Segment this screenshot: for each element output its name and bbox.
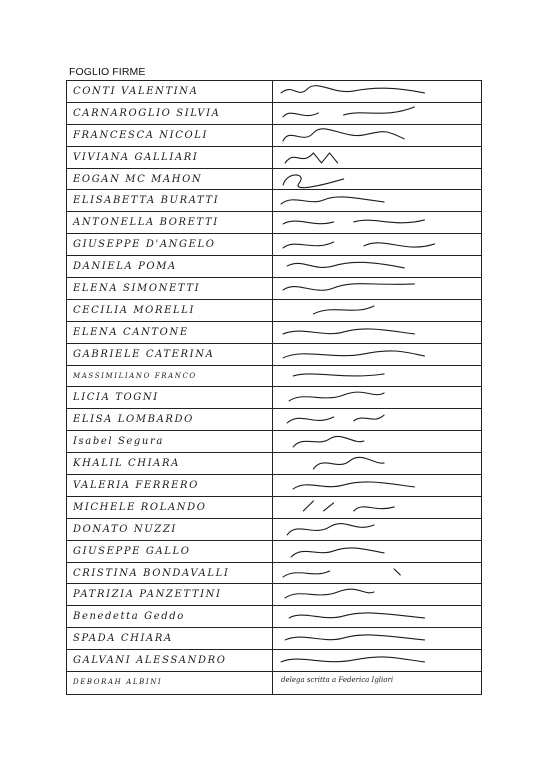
handwritten-signature xyxy=(273,366,481,387)
table-row xyxy=(67,672,481,694)
table-row xyxy=(67,409,481,431)
signature-note: delega scritta a Federica Igliori xyxy=(281,676,394,685)
signer-name: CARNAROGLIO SILVIA xyxy=(67,103,273,124)
signature-cell xyxy=(273,212,481,233)
signature-cell xyxy=(273,300,481,321)
handwritten-signature xyxy=(273,453,481,474)
table-row xyxy=(67,344,481,366)
signer-name: DEBORAH ALBINI xyxy=(67,672,273,694)
signature-cell xyxy=(273,628,481,649)
table-row xyxy=(67,278,481,300)
table-row xyxy=(67,212,481,234)
table-row xyxy=(67,300,481,322)
table-row xyxy=(67,256,481,278)
page-title: FOGLIO FIRME xyxy=(69,66,146,78)
handwritten-signature xyxy=(273,475,481,496)
table-row xyxy=(67,606,481,628)
signer-name: LICIA TOGNI xyxy=(67,387,273,408)
signer-name: Benedetta Geddo xyxy=(67,606,273,627)
signature-cell xyxy=(273,541,481,562)
handwritten-signature xyxy=(273,212,481,233)
signer-name: PATRIZIA PANZETTINI xyxy=(67,584,273,605)
table-row xyxy=(67,366,481,388)
handwritten-signature xyxy=(273,103,481,124)
signature-cell xyxy=(273,563,481,584)
signature-cell xyxy=(273,431,481,452)
signer-name: GABRIELE CATERINA xyxy=(67,344,273,365)
signer-name: GALVANI ALESSANDRO xyxy=(67,650,273,671)
signer-name: ELENA CANTONE xyxy=(67,322,273,343)
signature-cell xyxy=(273,125,481,146)
handwritten-signature xyxy=(273,190,481,211)
handwritten-signature xyxy=(273,278,481,299)
signer-name: GIUSEPPE D'ANGELO xyxy=(67,234,273,255)
handwritten-signature xyxy=(273,541,481,562)
signature-cell xyxy=(273,672,481,694)
table-row xyxy=(67,519,481,541)
table-row xyxy=(67,628,481,650)
signature-cell xyxy=(273,169,481,190)
handwritten-signature xyxy=(273,606,481,627)
signature-cell xyxy=(273,497,481,518)
handwritten-signature xyxy=(273,628,481,649)
signer-name: DANIELA POMA xyxy=(67,256,273,277)
handwritten-signature xyxy=(273,584,481,605)
signature-cell xyxy=(273,366,481,387)
handwritten-signature xyxy=(273,563,481,584)
signer-name: GIUSEPPE GALLO xyxy=(67,541,273,562)
table-row xyxy=(67,541,481,563)
signature-cell xyxy=(273,584,481,605)
handwritten-signature xyxy=(273,300,481,321)
table-row xyxy=(67,497,481,519)
signature-cell xyxy=(273,81,481,102)
table-row xyxy=(67,431,481,453)
signature-cell xyxy=(273,147,481,168)
signature-cell xyxy=(273,103,481,124)
table-row xyxy=(67,453,481,475)
table-row xyxy=(67,563,481,585)
signature-cell xyxy=(273,256,481,277)
handwritten-signature xyxy=(273,344,481,365)
table-row xyxy=(67,234,481,256)
signature-cell xyxy=(273,234,481,255)
table-row xyxy=(67,169,481,191)
signer-name: ANTONELLA BORETTI xyxy=(67,212,273,233)
signature-cell xyxy=(273,475,481,496)
handwritten-signature xyxy=(273,169,481,190)
handwritten-signature xyxy=(273,497,481,518)
signature-cell xyxy=(273,606,481,627)
signature-cell xyxy=(273,650,481,671)
signer-name: ELISABETTA BURATTI xyxy=(67,190,273,211)
signer-name: EOGAN MC MAHON xyxy=(67,169,273,190)
signer-name: ELENA SIMONETTI xyxy=(67,278,273,299)
signer-name: CRISTINA BONDAVALLI xyxy=(67,563,273,584)
signer-name: KHALIL CHIARA xyxy=(67,453,273,474)
table-row xyxy=(67,387,481,409)
signer-name: DONATO NUZZI xyxy=(67,519,273,540)
signer-name: MASSIMILIANO FRANCO xyxy=(67,366,273,387)
table-row xyxy=(67,125,481,147)
handwritten-signature xyxy=(273,387,481,408)
signature-cell xyxy=(273,519,481,540)
signature-cell xyxy=(273,453,481,474)
handwritten-signature xyxy=(273,431,481,452)
table-row xyxy=(67,475,481,497)
handwritten-signature xyxy=(273,147,481,168)
handwritten-signature xyxy=(273,234,481,255)
signature-table xyxy=(66,80,482,695)
signer-name: FRANCESCA NICOLI xyxy=(67,125,273,146)
signature-cell xyxy=(273,322,481,343)
table-row xyxy=(67,190,481,212)
signer-name: ELISA LOMBARDO xyxy=(67,409,273,430)
table-row xyxy=(67,81,481,103)
handwritten-signature xyxy=(273,256,481,277)
signer-name: Isabel Segura xyxy=(67,431,273,452)
signer-name: CECILIA MORELLI xyxy=(67,300,273,321)
signature-cell xyxy=(273,344,481,365)
handwritten-signature xyxy=(273,322,481,343)
signature-cell xyxy=(273,409,481,430)
handwritten-signature xyxy=(273,81,481,102)
signer-name: VALERIA FERRERO xyxy=(67,475,273,496)
signature-cell xyxy=(273,387,481,408)
table-row xyxy=(67,322,481,344)
handwritten-signature xyxy=(273,519,481,540)
handwritten-signature xyxy=(273,650,481,671)
table-row xyxy=(67,147,481,169)
signature-cell xyxy=(273,278,481,299)
handwritten-signature xyxy=(273,409,481,430)
signer-name: MICHELE ROLANDO xyxy=(67,497,273,518)
table-row xyxy=(67,650,481,672)
signer-name: CONTI VALENTINA xyxy=(67,81,273,102)
handwritten-signature xyxy=(273,125,481,146)
signer-name: SPADA CHIARA xyxy=(67,628,273,649)
table-row xyxy=(67,584,481,606)
signer-name: VIVIANA GALLIARI xyxy=(67,147,273,168)
table-row xyxy=(67,103,481,125)
signature-cell xyxy=(273,190,481,211)
